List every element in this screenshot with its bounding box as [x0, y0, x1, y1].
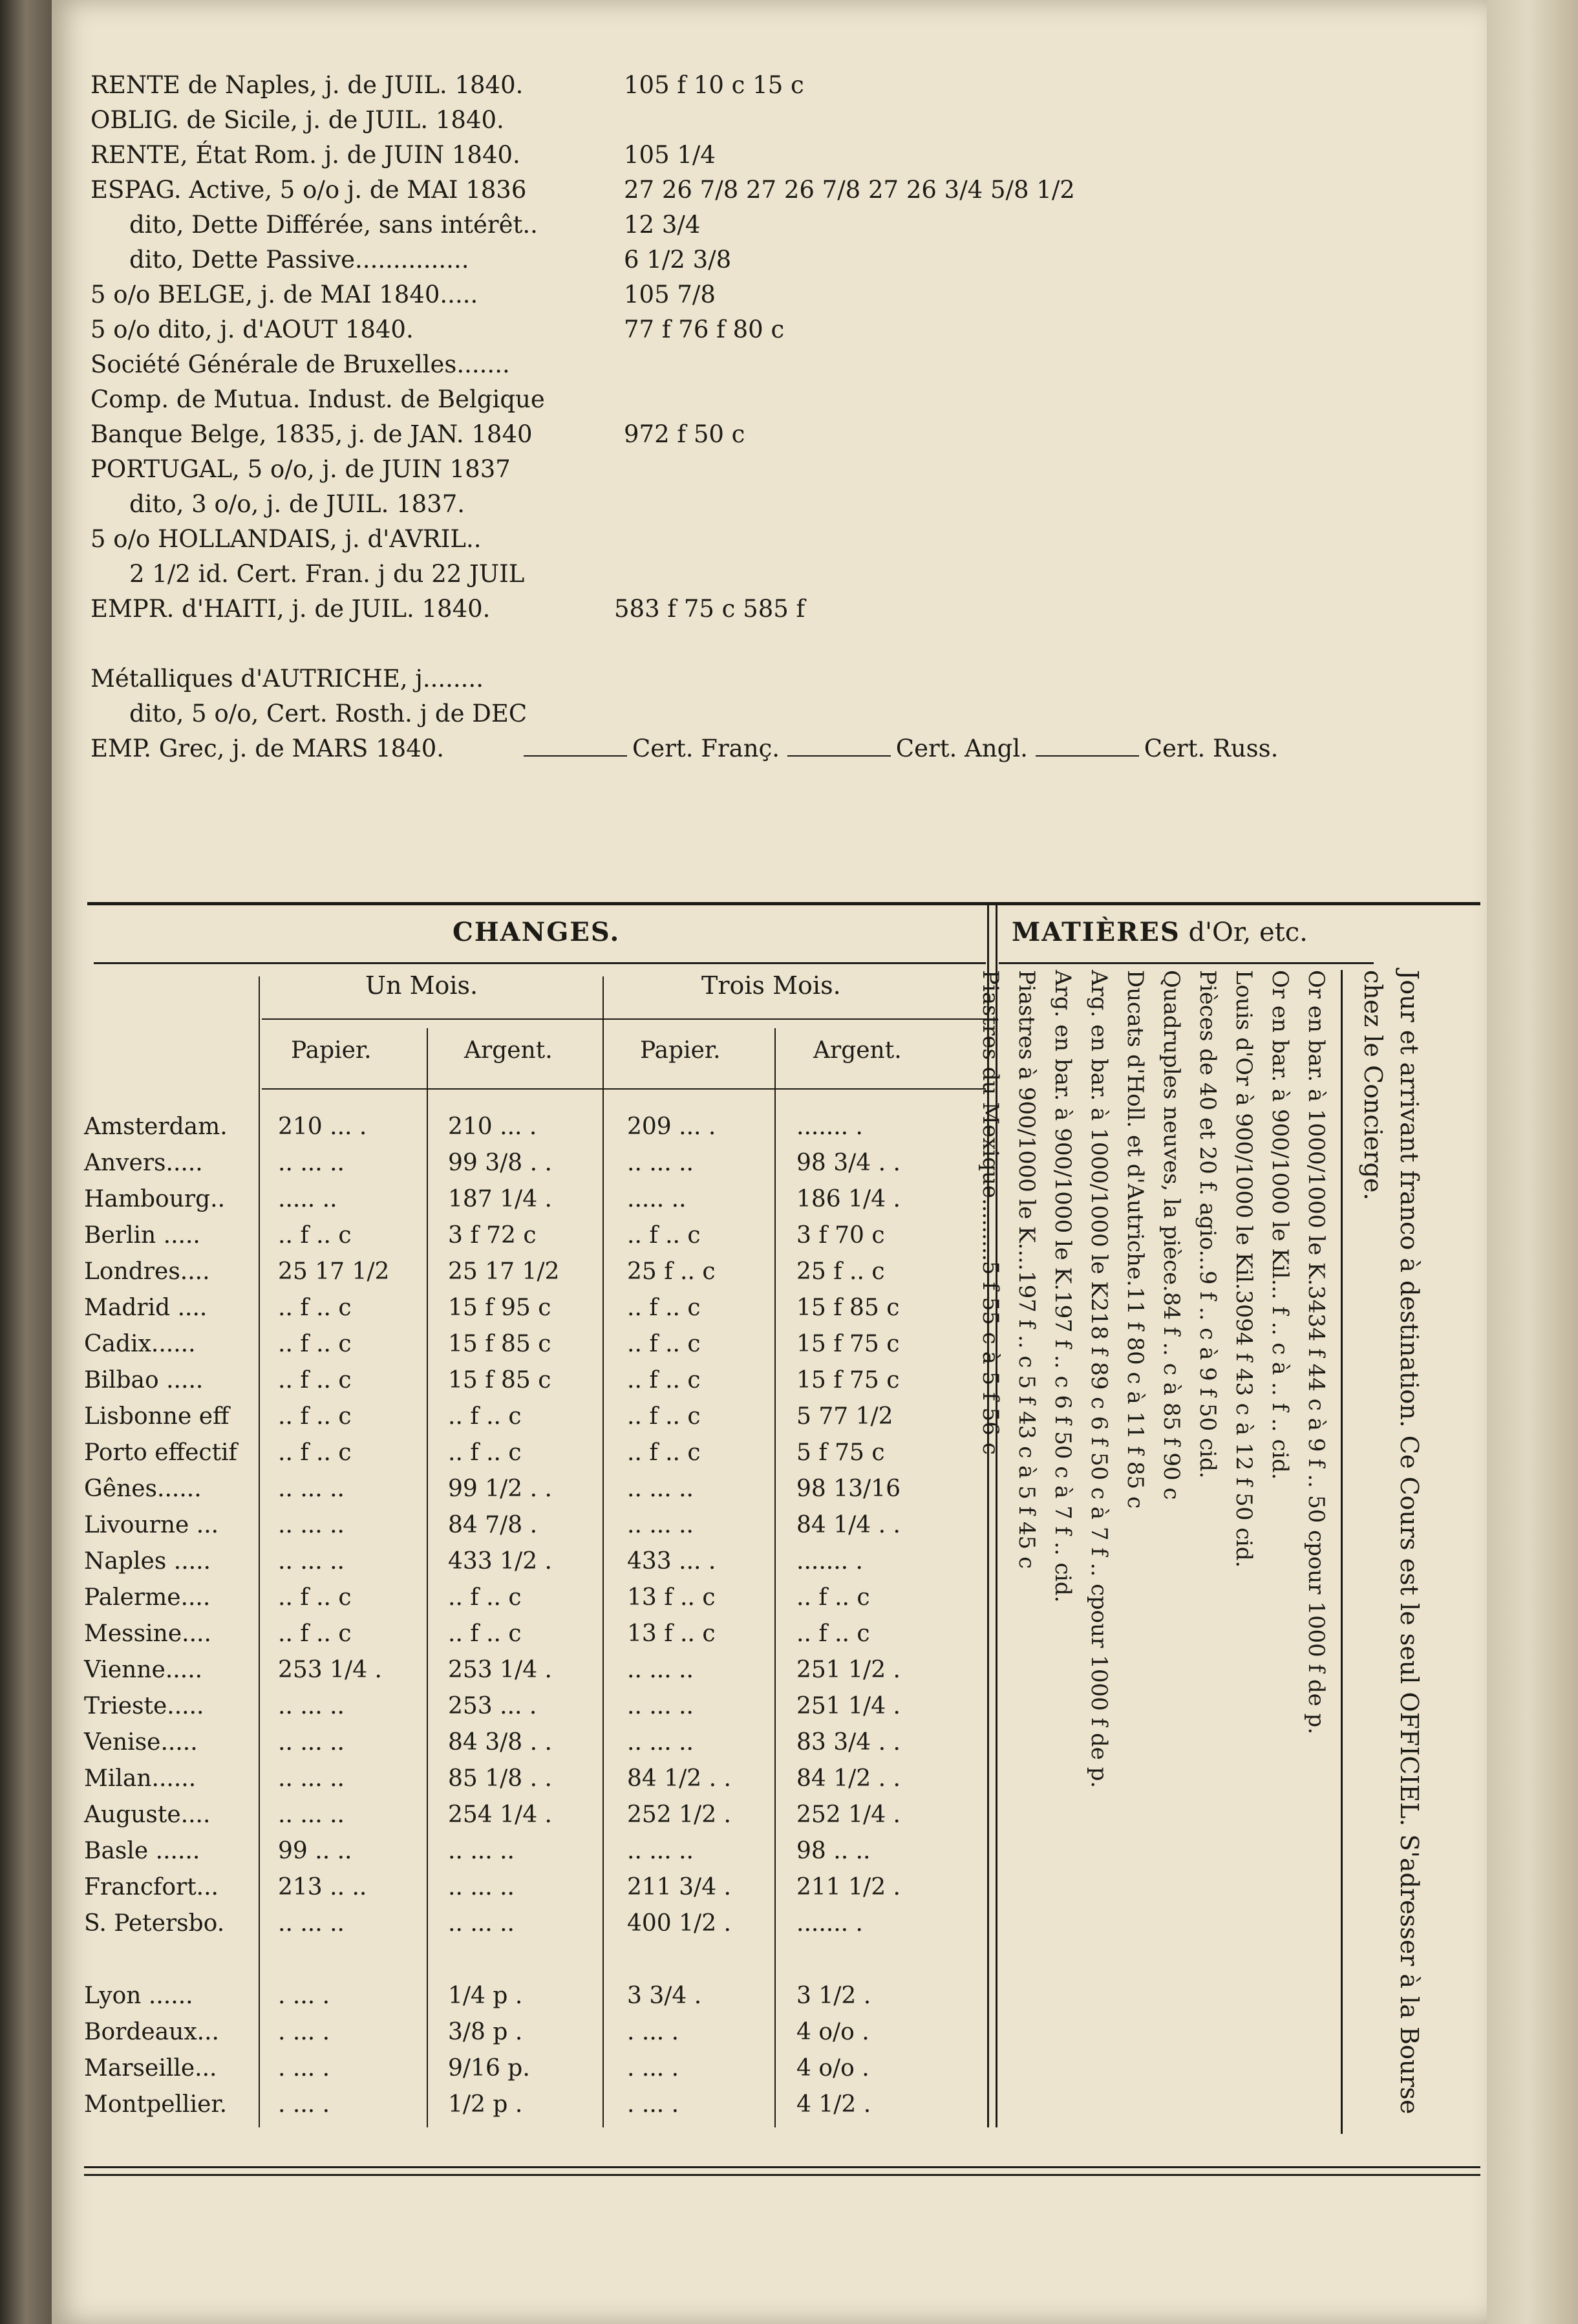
- fund-row: [91, 211, 1448, 246]
- metal-row: [1117, 970, 1153, 2153]
- rate-cell: .. f .. c: [278, 1295, 352, 1321]
- rate-cell: 3/8 p .: [448, 2019, 523, 2045]
- bottom-rule: [84, 2174, 1480, 2176]
- rate-cell: 85 1/8 . .: [448, 1765, 552, 1792]
- metal-name: Arg. en bar. à 1000/1000 le K: [1086, 970, 1112, 1298]
- metal-price: 9 f .. c à 9 f 50 c: [1195, 1270, 1221, 1451]
- rate-cell: 99 3/8 . .: [448, 1150, 552, 1176]
- city-name: S. Petersbo.: [84, 1910, 225, 1937]
- rate-cell: .. f .. c: [278, 1584, 352, 1611]
- fund-label: EMPR. d'HAITI, j. de JUIL. 1840.: [91, 595, 491, 623]
- official-note: chez le Concierge.: [1359, 970, 1387, 1201]
- rate-cell: .. f .. c: [278, 1403, 352, 1430]
- rate-cell: .. f .. c: [627, 1331, 701, 1357]
- fund-quote: 105 7/8: [624, 281, 716, 308]
- fund-row: [91, 525, 1448, 560]
- rate-cell: .. f .. c: [448, 1439, 522, 1466]
- metal-terms: id.: [1050, 1575, 1076, 1603]
- rate-cell: .. ... ..: [627, 1693, 694, 1719]
- rate-cell: .. ... ..: [627, 1729, 694, 1756]
- rate-cell: 211 1/2 .: [796, 1874, 901, 1900]
- exchange-row: [84, 1910, 976, 1946]
- city-name: Marseille...: [84, 2055, 217, 2082]
- metal-name: Piastres à 900/1000 le K....: [1014, 970, 1040, 1271]
- city-name: Auguste....: [84, 1802, 211, 1828]
- rate-cell: .. ... ..: [278, 1476, 345, 1502]
- column-rule: [1341, 970, 1343, 2134]
- fund-row: [91, 665, 1448, 700]
- exchange-row: [84, 1802, 976, 1838]
- fund-row: [91, 735, 1448, 769]
- rate-cell: 84 7/8 .: [448, 1512, 538, 1538]
- rate-cell: .. f .. c: [448, 1620, 522, 1647]
- exchange-row: [84, 1874, 976, 1910]
- rate-cell: 211 3/4 .: [627, 1874, 731, 1900]
- rate-cell: 4 1/2 .: [796, 2091, 871, 2118]
- section-rule: [87, 902, 1480, 905]
- metal-name: Arg. en bar. à 900/1000 le K.: [1050, 970, 1076, 1291]
- rate-cell: .. f .. c: [627, 1367, 701, 1393]
- rate-cell: 251 1/4 .: [796, 1693, 901, 1719]
- fund-quote: 972 f 50 c: [624, 420, 745, 448]
- exchange-row: [84, 2091, 976, 2127]
- fund-quote: 105 f 10 c 15 c: [624, 71, 804, 99]
- city-name: Lisbonne eff: [84, 1403, 229, 1430]
- rate-cell: 253 1/4 .: [448, 1657, 552, 1683]
- funds-list: [91, 71, 1448, 769]
- matieres-title-rest: d'Or, etc.: [1188, 918, 1308, 947]
- matieres-table: [977, 970, 1448, 2153]
- city-name: Anvers.....: [84, 1150, 203, 1176]
- rate-cell: .. f .. c: [448, 1584, 522, 1611]
- fund-label: ESPAG. Active, 5 o/o j. de MAI 1836: [91, 176, 527, 204]
- matieres-title-bold: MATIÈRES: [1012, 917, 1180, 947]
- fund-quote: 12 3/4: [624, 211, 701, 239]
- rate-cell: 3 1/2 .: [796, 1983, 871, 2009]
- metal-row: [1153, 970, 1189, 2153]
- fund-row: [91, 455, 1448, 490]
- rate-cell: 210 ... .: [278, 1114, 367, 1140]
- emp-certificates: [524, 735, 1278, 762]
- rate-cell: ....... .: [796, 1114, 863, 1140]
- fund-label: dito, 5 o/o, Cert. Rosth. j de DEC: [129, 700, 528, 727]
- rate-cell: . ... .: [627, 2055, 679, 2082]
- exchange-row: [84, 1693, 976, 1729]
- fund-row: [91, 71, 1448, 106]
- fund-label: 5 o/o HOLLANDAIS, j. d'AVRIL..: [91, 525, 482, 553]
- rate-cell: 99 1/2 . .: [448, 1476, 552, 1502]
- cert-label: Cert. Franç.: [632, 735, 780, 762]
- cert-label: Cert. Russ.: [1144, 735, 1279, 762]
- rate-cell: 84 3/8 . .: [448, 1729, 552, 1756]
- city-name: Madrid ....: [84, 1295, 208, 1321]
- un-mois-header: Un Mois.: [365, 971, 478, 1000]
- rate-cell: .. ... ..: [278, 1765, 345, 1792]
- rate-cell: .. ... ..: [448, 1838, 515, 1864]
- rate-cell: 254 1/4 .: [448, 1802, 552, 1828]
- fund-row-blank: [91, 630, 1448, 665]
- fund-label: Comp. de Mutua. Indust. de Belgique: [91, 385, 545, 413]
- fund-row: [91, 176, 1448, 211]
- rate-cell: 187 1/4 .: [448, 1186, 552, 1212]
- metal-name: Ducats d'Holl. et d'Autriche.: [1122, 970, 1148, 1287]
- facing-page-edge: [1487, 0, 1578, 2324]
- metal-row: [1262, 970, 1298, 2153]
- rate-cell: 210 ... .: [448, 1114, 537, 1140]
- book-gutter: [0, 0, 52, 2324]
- rate-cell: 251 1/2 .: [796, 1657, 901, 1683]
- official-note: Jour et arrivant franco à destination. Ce Cours est le seul OFFICIEL. S'adresser à la Bourse: [1395, 970, 1423, 2114]
- rate-cell: 98 .. ..: [796, 1838, 871, 1864]
- fund-row: [91, 246, 1448, 281]
- rate-cell: .. ... ..: [627, 1150, 694, 1176]
- fund-label: dito, Dette Différée, sans intérêt..: [129, 211, 538, 239]
- fund-row: [91, 560, 1448, 595]
- rate-cell: .. ... ..: [278, 1729, 345, 1756]
- fund-label: 2 1/2 id. Cert. Fran. j du 22 JUIL: [129, 560, 525, 588]
- city-name: Trieste.....: [84, 1693, 204, 1719]
- fund-label: OBLIG. de Sicile, j. de JUIL. 1840.: [91, 106, 504, 134]
- metal-price: .. f .. c à .. f .. c: [1267, 1286, 1293, 1452]
- metal-row: [1298, 970, 1334, 2153]
- rate-cell: 84 1/2 . .: [796, 1765, 901, 1792]
- rate-cell: .. ... ..: [448, 1910, 515, 1937]
- rate-cell: .. f .. c: [627, 1222, 701, 1249]
- metal-terms: pour 1000 f de p.: [1086, 1595, 1112, 1789]
- city-name: Bilbao .....: [84, 1367, 204, 1393]
- metal-price: 197 f .. c 6 f 50 c à 7 f .. c: [1050, 1290, 1076, 1575]
- rate-cell: 1/4 p .: [448, 1983, 523, 2009]
- city-name: Venise.....: [84, 1729, 198, 1756]
- fund-quote: 27 26 7/8 27 26 7/8 27 26 3/4 5/8 1/2: [624, 176, 1075, 204]
- rate-cell: 3 f 70 c: [796, 1222, 885, 1249]
- rate-cell: 84 1/4 . .: [796, 1512, 901, 1538]
- exchange-row: [84, 1983, 976, 2019]
- rate-cell: 15 f 75 c: [796, 1367, 900, 1393]
- fund-row: [91, 141, 1448, 176]
- city-name: Basle ......: [84, 1838, 200, 1864]
- exchange-row: [84, 2055, 976, 2091]
- fund-quote: 6 1/2 3/8: [624, 246, 732, 274]
- rate-cell: 13 f .. c: [627, 1584, 716, 1611]
- metal-name: Louis d'Or à 900/1000 le Kil.: [1231, 970, 1257, 1290]
- rate-cell: . ... .: [278, 2055, 330, 2082]
- metal-price: 3434 f 44 c à 9 f .. 50 c: [1303, 1286, 1329, 1543]
- rate-cell: 186 1/4 .: [796, 1186, 901, 1212]
- blank-line: [787, 755, 891, 757]
- rate-cell: 83 3/4 . .: [796, 1729, 901, 1756]
- rate-cell: 9/16 p.: [448, 2055, 530, 2082]
- metal-name: Or en bar. à 900/1000 le Kil.: [1267, 970, 1293, 1286]
- fund-row: [91, 316, 1448, 350]
- rate-cell: 15 f 85 c: [448, 1367, 551, 1393]
- rate-cell: .. f .. c: [627, 1295, 701, 1321]
- metal-terms: pour 1000 f de p.: [1303, 1542, 1329, 1735]
- rate-cell: 252 1/4 .: [796, 1802, 901, 1828]
- rate-cell: .. ... ..: [278, 1693, 345, 1719]
- city-name: Naples .....: [84, 1548, 211, 1575]
- rate-cell: .. f .. c: [627, 1403, 701, 1430]
- rate-cell: . ... .: [278, 2019, 330, 2045]
- exchange-row: [84, 1838, 976, 1874]
- rate-cell: .. f .. c: [796, 1584, 870, 1611]
- city-name: Londres....: [84, 1258, 210, 1285]
- rate-cell: 5 f 75 c: [796, 1439, 885, 1466]
- exchange-row-blank: [84, 1946, 976, 1983]
- rate-cell: .. f .. c: [278, 1439, 352, 1466]
- fund-row: [91, 385, 1448, 420]
- rate-cell: ..... ..: [627, 1186, 687, 1212]
- rate-cell: 25 17 1/2: [278, 1258, 390, 1285]
- fund-label: dito, 3 o/o, j. de JUIL. 1837.: [129, 490, 465, 518]
- rate-cell: . ... .: [278, 1983, 330, 2009]
- rate-cell: 1/2 p .: [448, 2091, 523, 2118]
- rate-cell: .. ... ..: [278, 1150, 345, 1176]
- rate-cell: 13 f .. c: [627, 1620, 716, 1647]
- rate-cell: .. ... ..: [278, 1512, 345, 1538]
- metal-price: 218 f 89 c 6 f 50 c à 7 f .. c: [1086, 1297, 1112, 1596]
- metal-name: Piastres du Mexique.........: [977, 970, 1003, 1262]
- rate-cell: 98 3/4 . .: [796, 1150, 901, 1176]
- city-name: Livourne ...: [84, 1512, 219, 1538]
- rate-cell: . ... .: [627, 2091, 679, 2118]
- rate-cell: 25 f .. c: [627, 1258, 716, 1285]
- rate-cell: 98 13/16: [796, 1476, 901, 1502]
- fund-label: 5 o/o BELGE, j. de MAI 1840.....: [91, 281, 478, 308]
- metal-price: 197 f .. c 5 f 43 c à 5 f 45 c: [1014, 1270, 1040, 1569]
- exchange-row: [84, 2019, 976, 2055]
- exchange-row: [84, 1620, 976, 1657]
- fund-row: [91, 106, 1448, 141]
- fund-row: [91, 700, 1448, 735]
- fund-quote: 105 1/4: [624, 141, 716, 169]
- fund-row: [91, 350, 1448, 385]
- fund-row: [91, 490, 1448, 525]
- rate-cell: 25 f .. c: [796, 1258, 885, 1285]
- rate-cell: .. f .. c: [278, 1620, 352, 1647]
- rate-cell: 15 f 95 c: [448, 1295, 551, 1321]
- city-name: Montpellier.: [84, 2091, 228, 2118]
- rate-cell: .. ... ..: [278, 1548, 345, 1575]
- papier-header: Papier.: [640, 1037, 721, 1064]
- city-name: Lyon ......: [84, 1983, 193, 2009]
- table-rule: [999, 962, 1374, 964]
- metal-terms: id.: [1195, 1450, 1221, 1479]
- rate-cell: 253 ... .: [448, 1693, 537, 1719]
- city-name: Hambourg..: [84, 1186, 226, 1212]
- rate-cell: . ... .: [627, 2019, 679, 2045]
- table-rule: [94, 962, 986, 964]
- argent-header: Argent.: [464, 1037, 553, 1064]
- metal-row: [1045, 970, 1081, 2153]
- papier-header: Papier.: [291, 1037, 372, 1064]
- rate-cell: 3 3/4 .: [627, 1983, 702, 2009]
- fund-label: RENTE, État Rom. j. de JUIN 1840.: [91, 141, 520, 169]
- rate-cell: .. f .. c: [448, 1403, 522, 1430]
- exchange-row: [84, 1729, 976, 1765]
- metal-name: Or en bar. à 1000/1000 le K.: [1303, 970, 1329, 1286]
- rate-cell: ....... .: [796, 1910, 863, 1937]
- metal-price: 11 f 80 c à 11 f 85 c: [1122, 1286, 1148, 1509]
- cert-label: Cert. Angl.: [895, 735, 1028, 762]
- rate-cell: .. ... ..: [627, 1476, 694, 1502]
- rate-cell: 209 ... .: [627, 1114, 716, 1140]
- rate-cell: 433 1/2 .: [448, 1548, 552, 1575]
- rate-cell: 4 o/o .: [796, 2019, 869, 2045]
- trois-mois-header: Trois Mois.: [701, 971, 841, 1000]
- fund-row: [91, 281, 1448, 316]
- fund-label: EMP. Grec, j. de MARS 1840.: [91, 735, 445, 762]
- fund-label: RENTE de Naples, j. de JUIL. 1840.: [91, 71, 524, 99]
- exchange-row: [84, 1765, 976, 1802]
- bottom-rule: [84, 2166, 1480, 2168]
- metal-row: [1081, 970, 1117, 2153]
- rate-cell: .. f .. c: [278, 1331, 352, 1357]
- rate-cell: .. ... ..: [627, 1838, 694, 1864]
- rate-cell: 252 1/2 .: [627, 1802, 731, 1828]
- fund-row: [91, 420, 1448, 455]
- rate-cell: .. ... ..: [627, 1657, 694, 1683]
- metal-terms: id.: [1267, 1451, 1293, 1480]
- changes-title: CHANGES.: [453, 917, 621, 947]
- fund-label: dito, Dette Passive...............: [129, 246, 469, 274]
- rate-cell: 213 .. ..: [278, 1874, 367, 1900]
- city-name: Bordeaux...: [84, 2019, 219, 2045]
- city-name: Messine....: [84, 1620, 211, 1647]
- fund-row: [91, 595, 1448, 630]
- rate-cell: .. f .. c: [278, 1222, 352, 1249]
- fund-label: Société Générale de Bruxelles.......: [91, 350, 510, 378]
- rate-cell: 4 o/o .: [796, 2055, 869, 2082]
- city-name: Berlin .....: [84, 1222, 200, 1249]
- metal-name: Quadruples neuves, la pièce.: [1158, 970, 1184, 1292]
- city-name: Francfort...: [84, 1874, 219, 1900]
- city-name: Palerme....: [84, 1584, 211, 1611]
- rate-cell: .. f .. c: [627, 1439, 701, 1466]
- rate-cell: .. ... ..: [627, 1512, 694, 1538]
- fund-quote: 583 f 75 c 585 f: [614, 595, 805, 623]
- rate-cell: 15 f 85 c: [796, 1295, 900, 1321]
- city-name: Porto effectif: [84, 1439, 237, 1466]
- metal-row: [1226, 970, 1262, 2153]
- rate-cell: 99 .. ..: [278, 1838, 352, 1864]
- rate-cell: 253 1/4 .: [278, 1657, 382, 1683]
- fund-quote: 77 f 76 f 80 c: [624, 316, 785, 343]
- rate-cell: .. ... ..: [278, 1802, 345, 1828]
- city-name: Cadix......: [84, 1331, 196, 1357]
- rate-cell: 400 1/2 .: [627, 1910, 731, 1937]
- metal-price: 3094 f 43 c à 12 f 50 c: [1231, 1289, 1257, 1540]
- city-name: Vienne.....: [84, 1657, 203, 1683]
- metal-row: [972, 970, 1008, 2153]
- city-name: Gênes......: [84, 1476, 202, 1502]
- rate-cell: .. ... ..: [278, 1910, 345, 1937]
- rate-cell: 15 f 75 c: [796, 1331, 900, 1357]
- metal-price: 84 f .. c à 85 f 90 c: [1158, 1291, 1184, 1500]
- metal-row: [1189, 970, 1226, 2153]
- rate-cell: 3 f 72 c: [448, 1222, 537, 1249]
- rate-cell: 15 f 85 c: [448, 1331, 551, 1357]
- rate-cell: 5 77 1/2: [796, 1403, 893, 1430]
- city-name: Milan......: [84, 1765, 197, 1792]
- rate-cell: .. ... ..: [448, 1874, 515, 1900]
- rate-cell: 84 1/2 . .: [627, 1765, 731, 1792]
- exchange-row: [84, 1657, 976, 1693]
- rate-cell: 433 ... .: [627, 1548, 716, 1575]
- rate-cell: ..... ..: [278, 1186, 337, 1212]
- blank-line: [1036, 755, 1139, 757]
- rate-cell: .. f .. c: [796, 1620, 870, 1647]
- rate-cell: 25 17 1/2: [448, 1258, 560, 1285]
- metal-terms: id.: [1231, 1539, 1257, 1568]
- rate-cell: ....... .: [796, 1548, 863, 1575]
- argent-header: Argent.: [813, 1037, 902, 1064]
- rate-cell: . ... .: [278, 2091, 330, 2118]
- fund-label: Métalliques d'AUTRICHE, j........: [91, 665, 484, 693]
- fund-label: 5 o/o dito, j. d'AOUT 1840.: [91, 316, 414, 343]
- city-name: Amsterdam.: [84, 1114, 228, 1140]
- metal-name: Pièces de 40 et 20 f. agio...: [1195, 970, 1221, 1271]
- metal-row: [1008, 970, 1045, 2153]
- fund-label: PORTUGAL, 5 o/o, j. de JUIN 1837: [91, 455, 511, 483]
- blank-line: [524, 755, 627, 757]
- fund-label: Banque Belge, 1835, j. de JAN. 1840: [91, 420, 533, 448]
- matieres-title: [1012, 917, 1308, 947]
- metal-price: 5 f 55 c à 5 f 56 c: [977, 1261, 1003, 1456]
- rate-cell: .. f .. c: [278, 1367, 352, 1393]
